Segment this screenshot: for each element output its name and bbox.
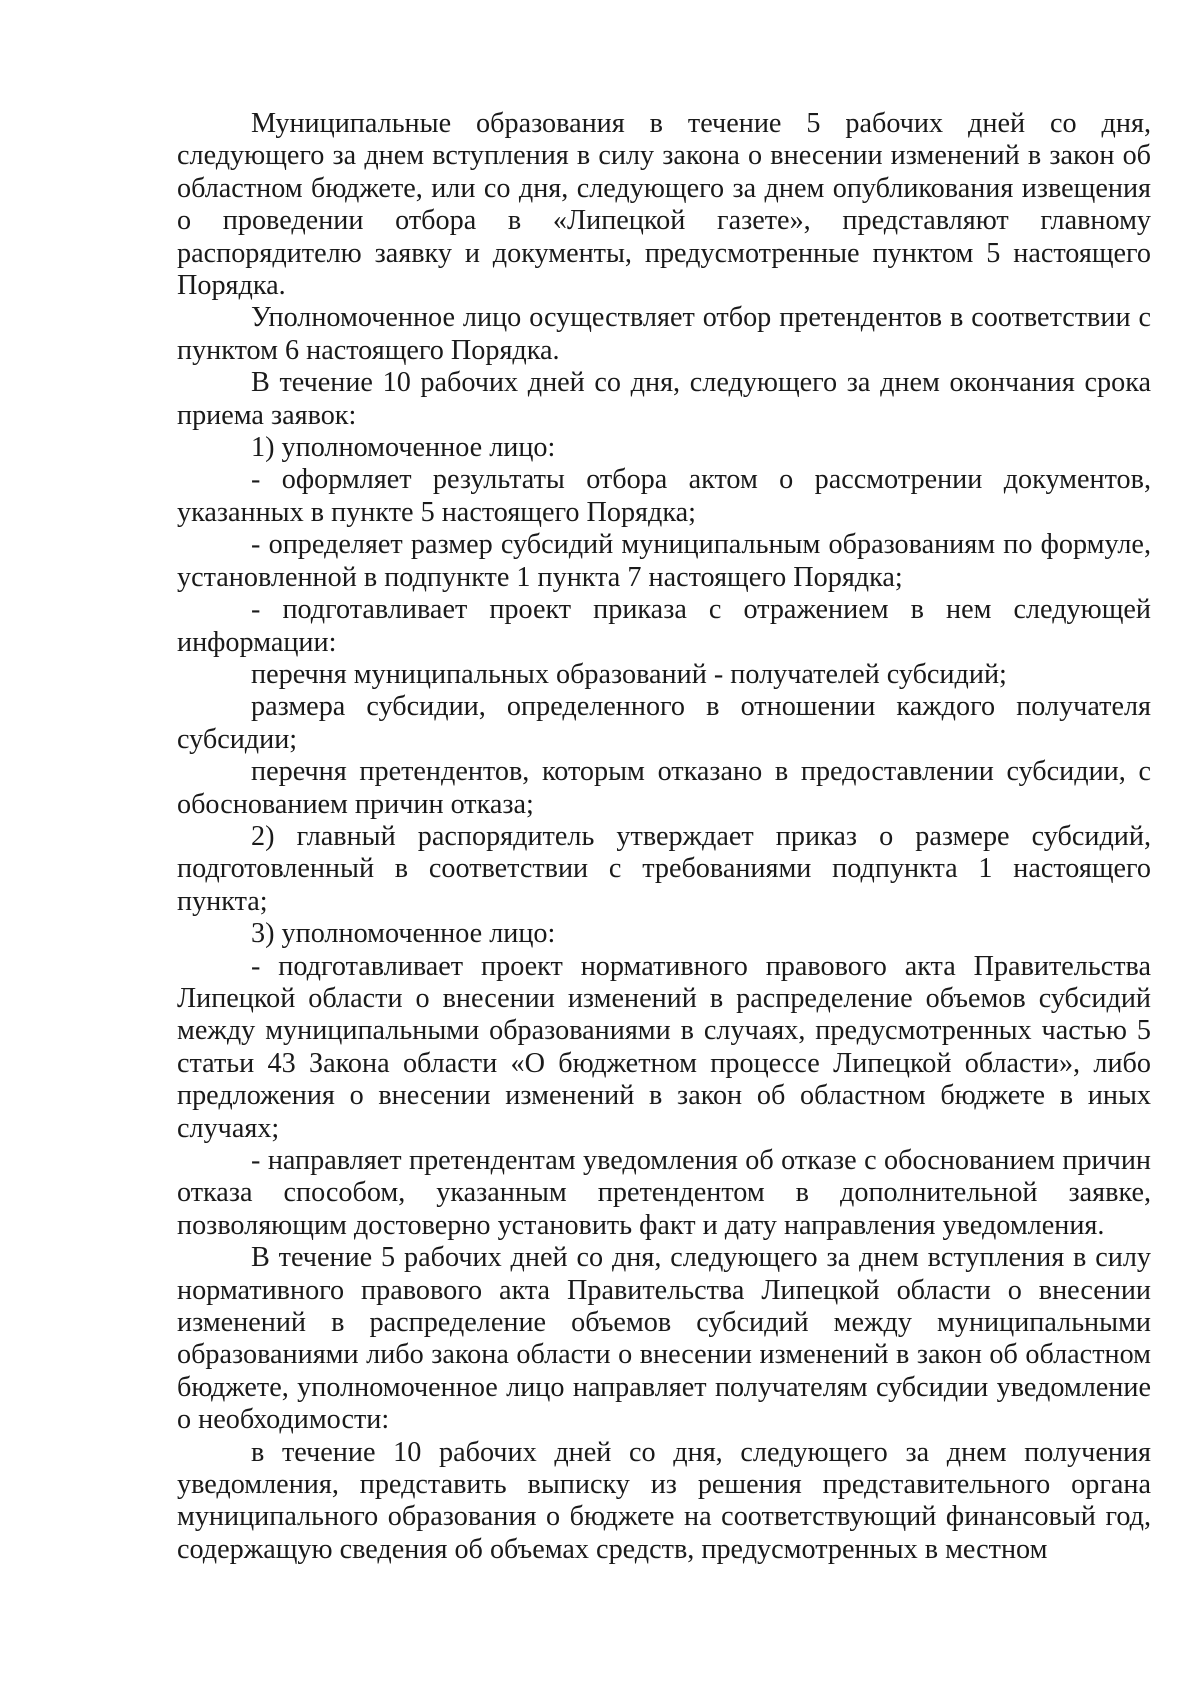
paragraph-within-5-days: В течение 5 рабочих дней со дня, следующего за днем вступления в силу нормативного правового акта Правительства Липецкой области о внесении изменений в распределение объемов субсидий между муниципальными образованиями либо закона области о внесении изменений в закон об областном бюджете, уполномоченное лицо направляет получателям субсидии уведомление о необходимости: (177, 1242, 1151, 1436)
paragraph-list-of-refused: перечня претендентов, которым отказано в предоставлении субсидии, с обоснованием причин отказа; (177, 756, 1151, 820)
paragraph-refusal-notices: - направляет претендентам уведомления об отказе с обоснованием причин отказа способом, указанным претендентом в дополнительной заявке, позволяющим достоверно установить факт и дату направления уведомления. (177, 1145, 1151, 1241)
paragraph-within-10-days: В течение 10 рабочих дней со дня, следующего за днем окончания срока приема заявок: (177, 367, 1151, 431)
paragraph-item-2: 2) главный распорядитель утверждает приказ о размере субсидий, подготовленный в соответствии с требованиями подпункта 1 настоящего пункта; (177, 820, 1151, 917)
document-body (177, 108, 1151, 1566)
paragraph-submit-extract: в течение 10 рабочих дней со дня, следующего за днем получения уведомления, представить выписку из решения представительного органа муниципального образования о бюджете на соответствующий финансовый год, содержащую сведения об объемах средств, предусмотренных в местном (177, 1436, 1151, 1565)
paragraph-subsidy-size: - определяет размер субсидий муниципальным образованиям по формуле, установленной в подпункте 1 пункта 7 настоящего Порядка; (177, 529, 1151, 593)
paragraph-item-1: 1) уполномоченное лицо: (251, 432, 556, 464)
paragraph-item-3: 3) уполномоченное лицо: (251, 918, 556, 950)
paragraph-act-of-review: - оформляет результаты отбора актом о рассмотрении документов, указанных в пункте 5 настоящего Порядка; (177, 464, 1151, 528)
paragraph-selection-by-authorized-person: Уполномоченное лицо осуществляет отбор претендентов в соответствии с пунктом 6 настоящего Порядка. (177, 302, 1151, 366)
paragraph-subsidy-amount: размера субсидии, определенного в отношении каждого получателя субсидии; (177, 691, 1151, 755)
paragraph-draft-order: - подготавливает проект приказа с отражением в нем следующей информации: (177, 594, 1151, 658)
paragraph-municipal-applications: Муниципальные образования в течение 5 рабочих дней со дня, следующего за днем вступления в силу закона о внесении изменений в закон об областном бюджете, или со дня, следующего за днем опубликования извещения о проведении отбора в «Липецкой газете», представляют главному распорядителю заявку и документы, предусмотренные пунктом 5 настоящего Порядка. (177, 108, 1151, 302)
paragraph-list-of-recipients: перечня муниципальных образований - получателей субсидий; (251, 658, 1007, 690)
paragraph-draft-legal-act: - подготавливает проект нормативного правового акта Правительства Липецкой области о внесении изменений в распределение объемов субсидий между муниципальными образованиями в случаях, предусмотренных частью 5 статьи 43 Закона области «О бюджетном процессе Липецкой области», либо предложения о внесении изменений в закон об областном бюджете в иных случаях; (177, 950, 1151, 1144)
